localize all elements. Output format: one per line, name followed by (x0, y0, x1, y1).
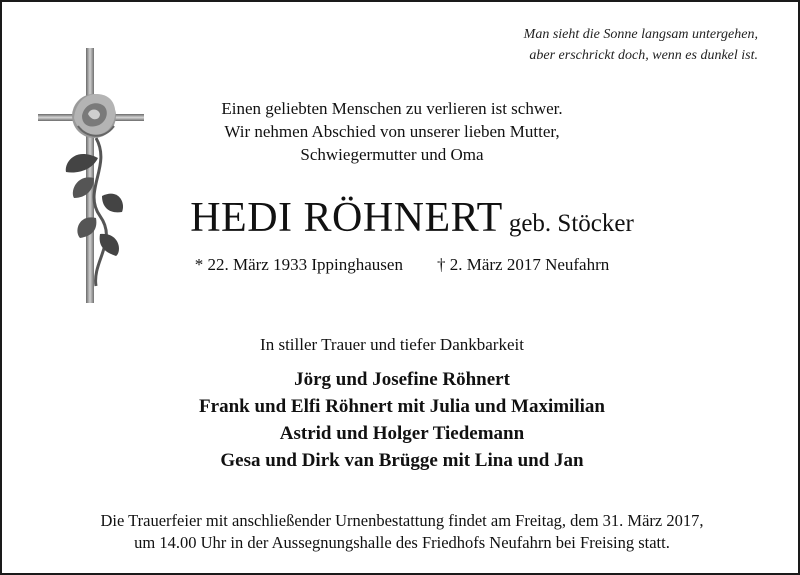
service-line-2: um 14.00 Uhr in der Aussegnungshalle des Friedhofs Neufahrn bei Freising statt. (134, 533, 670, 552)
intro-line-1: Einen geliebten Menschen zu verlieren ist schwer. (221, 99, 563, 118)
service-line-1: Die Trauerfeier mit anschließender Urnenbestattung findet am Freitag, dem 31. März 2017, (100, 511, 704, 530)
deceased-name: HEDI RÖHNERT (190, 195, 503, 241)
mourner-line: Astrid und Holger Tiedemann (279, 423, 525, 444)
intro-text (152, 97, 632, 166)
birth-date (195, 255, 403, 275)
intro-line-3: Schwiegermutter und Oma (300, 145, 484, 164)
mourners-intro: In stiller Trauer und tiefer Dankbarkeit (260, 335, 524, 354)
life-dates (112, 255, 692, 275)
maiden-name: geb. Stöcker (508, 210, 634, 237)
mourner-line: Frank und Elfi Röhnert mit Julia und Maximilian (199, 396, 605, 417)
deceased-name-line (122, 194, 702, 242)
mourner-line: Jörg und Josefine Röhnert (294, 369, 510, 390)
mourner-line: Gesa und Dirk van Brügge mit Lina und Jan (220, 450, 584, 471)
intro-line-2: Wir nehmen Abschied von unserer lieben Mutter, (224, 122, 560, 141)
death-text: 2. März 2017 Neufahrn (449, 255, 610, 274)
quote-line-1: Man sieht die Sonne langsam untergehen, (523, 27, 758, 42)
death-cross-icon: † (436, 255, 446, 274)
birth-text: 22. März 1933 Ippinghausen (207, 255, 403, 274)
funeral-service-info (12, 510, 792, 554)
quote (438, 24, 758, 66)
mourners-list (102, 366, 702, 474)
birth-star-icon: * (194, 255, 204, 274)
quote-line-2: aber erschrickt doch, wenn es dunkel ist. (529, 48, 758, 63)
death-date (437, 255, 609, 275)
